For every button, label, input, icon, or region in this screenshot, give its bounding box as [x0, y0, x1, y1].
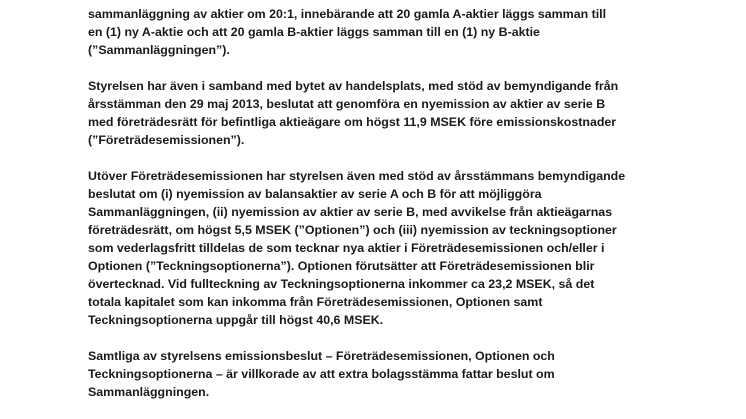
paragraph-consolidation [88, 5, 728, 59]
text-line: Utöver Företrädesemissionen har styrelsen även med stöd av årsstämmans bemyndigande [88, 169, 626, 183]
text-line: Styrelsen har även i samband med bytet av handelsplats, med stöd av bemyndigande från [88, 79, 619, 93]
text-line: övertecknad. Vid fullteckning av Teckningsoptionerna inkommer ca 23,2 MSEK, så det [88, 277, 595, 291]
text-line: årsstämman den 29 maj 2013, beslutat att genomföra en nyemission av aktier av serie B [88, 97, 606, 111]
text-line: beslutat om (i) nyemission av balansaktier av serie A och B för att möjliggöra [88, 187, 542, 201]
paragraph-rights-issue [88, 77, 728, 149]
text-line: Samtliga av styrelsens emissionsbeslut – Företrädesemissionen, Optionen och [88, 349, 555, 363]
text-line: en (1) ny A-aktie och att 20 gamla B-aktier läggs samman till en (1) ny B-aktie [88, 25, 540, 39]
paragraph-additional-issues [88, 167, 728, 329]
paragraph-conditions [88, 347, 728, 401]
text-line: med företrädesrätt för befintliga aktieägare om högst 11,9 MSEK före emissionskostnader [88, 115, 617, 129]
text-line: totala kapitalet som kan inkomma från Företrädesemissionen, Optionen samt [88, 295, 543, 309]
text-line: (”Företrädesemissionen”). [88, 133, 245, 147]
text-line: som vederlagsfritt tilldelas de som tecknar nya aktier i Företrädesemissionen och/eller i [88, 241, 605, 255]
text-line: företrädesrätt, om högst 5,5 MSEK (”Optionen”) och (iii) nyemission av teckningsoptioner [88, 223, 617, 237]
text-line: Sammanläggningen. [88, 385, 210, 399]
text-line: Optionen (”Teckningsoptionerna”). Optionen förutsätter att Företrädesemissionen blir [88, 259, 595, 273]
text-line: Sammanläggningen, (ii) nyemission av aktier av serie B, med avvikelse från aktieägarnas [88, 205, 613, 219]
text-line: Teckningsoptionerna uppgår till högst 40,6 MSEK. [88, 313, 384, 327]
text-line: (”Sammanläggningen”). [88, 43, 230, 57]
text-line: Teckningsoptionerna – är villkorade av att extra bolagsstämma fattar beslut om [88, 367, 555, 381]
text-line: sammanläggning av aktier om 20:1, innebärande att 20 gamla A-aktier läggs samman till [88, 7, 607, 21]
